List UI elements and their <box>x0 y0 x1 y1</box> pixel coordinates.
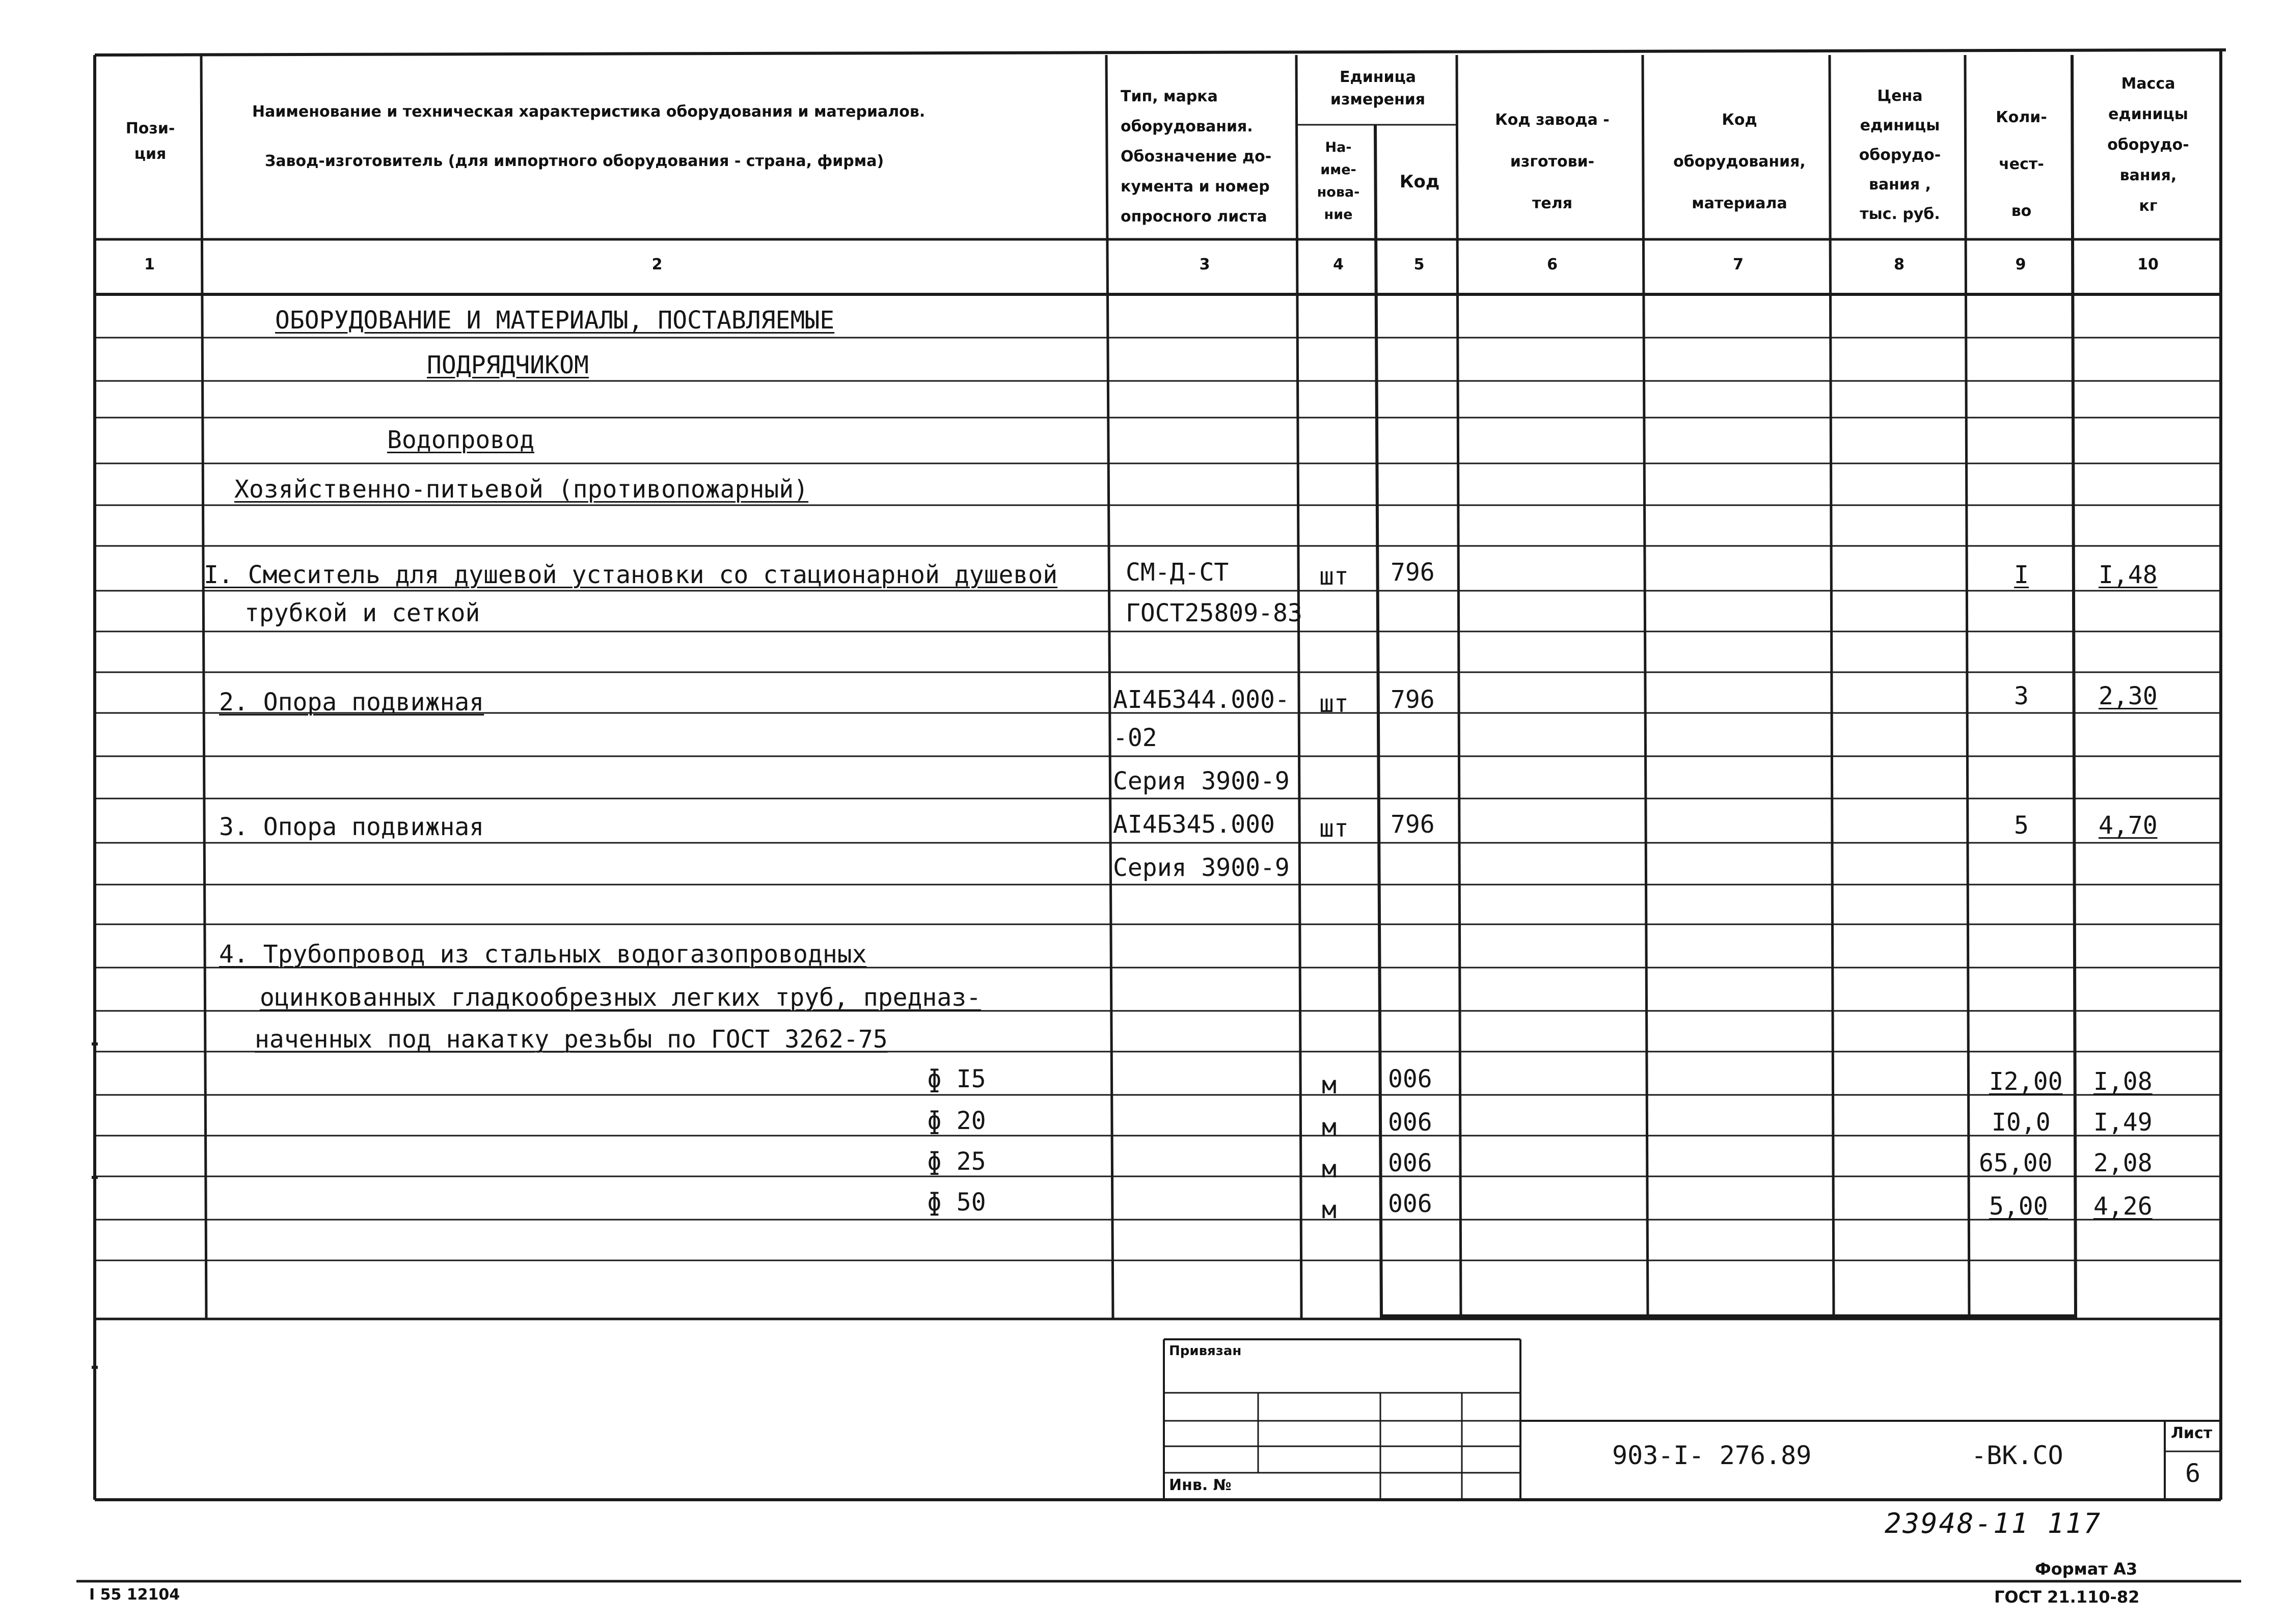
handwritten-number: 23948-11 117 <box>1885 1507 2102 1539</box>
item-2-code: 796 <box>1391 685 1435 714</box>
item-2-type-2: -02 <box>1113 724 1157 752</box>
col-num-1: 1 <box>144 256 155 273</box>
doc-code: 903-I- 276.89 <box>1612 1441 1812 1470</box>
item-1-unit: шт <box>1319 562 1349 591</box>
item-1-code: 796 <box>1391 558 1435 587</box>
header-unit-code: Код <box>1399 172 1440 192</box>
pipe-3-dia: ɸ 25 <box>927 1147 986 1176</box>
col-num-9: 9 <box>2015 256 2026 273</box>
pipe-1-qty: I2,00 <box>1989 1067 2063 1096</box>
item-2-mass: 2,30 <box>2099 682 2158 710</box>
stamp-privyazan: Привязан <box>1169 1343 1242 1359</box>
header-quantity: Коли- чест- во <box>1996 108 2047 220</box>
pipe-1-code: 006 <box>1388 1065 1432 1093</box>
item-1-qty: I <box>2014 561 2029 589</box>
header-type: Тип, марка оборудования. Обозначение до- кумента и номер опросного листа <box>1121 88 1272 226</box>
item-4-name-3: наченных под накатку резьбы по ГОСТ 3262-75 <box>255 1025 888 1054</box>
doc-suffix: -ВК.СО <box>1971 1441 2063 1470</box>
item-2-unit: шт <box>1319 690 1349 718</box>
col-num-6: 6 <box>1547 256 1558 273</box>
pipe-4-unit: м <box>1322 1196 1337 1224</box>
col-num-5: 5 <box>1413 256 1425 273</box>
pipe-2-dia: ɸ 20 <box>927 1107 986 1135</box>
sheet-label: Лист <box>2171 1424 2213 1442</box>
gost-label: ГОСТ 21.110-82 <box>1994 1587 2140 1607</box>
item-2-type-3: Серия 3900-9 <box>1113 767 1290 795</box>
item-3-unit: шт <box>1319 814 1349 843</box>
archive-number: I 55 12104 <box>89 1586 180 1604</box>
item-1-name-2: трубкой и сеткой <box>244 599 480 627</box>
col-num-3: 3 <box>1199 256 1210 273</box>
header-name-line2: Завод-изготовитель (для импортного оборудования - страна, фирма) <box>265 152 884 170</box>
header-name-line1: Наименование и техническая характеристика оборудования и материалов. <box>252 103 926 121</box>
item-2-qty: 3 <box>2014 682 2029 710</box>
item-4-name: 4. Трубопровод из стальных водогазопроводных <box>219 940 867 969</box>
col-num-4: 4 <box>1333 256 1344 273</box>
item-1-type: СМ-Д-СТ <box>1126 558 1229 587</box>
pipe-3-unit: м <box>1322 1155 1337 1183</box>
pipe-2-code: 006 <box>1388 1108 1432 1137</box>
item-1-mass: I,48 <box>2099 561 2158 589</box>
sheet-number: 6 <box>2185 1458 2201 1488</box>
pipe-4-dia: ɸ 50 <box>927 1188 986 1217</box>
pipe-3-mass: 2,08 <box>2093 1149 2153 1177</box>
col-num-8: 8 <box>1894 256 1904 273</box>
pipe-1-mass: I,08 <box>2093 1067 2153 1096</box>
pipe-2-unit: м <box>1322 1113 1337 1142</box>
header-price: Цена единицы оборудо- вания , тыс. руб. <box>1859 87 1941 223</box>
pipe-3-code: 006 <box>1388 1149 1432 1177</box>
item-3-qty: 5 <box>2014 811 2029 840</box>
pipe-3-qty: 65,00 <box>1979 1149 2053 1177</box>
pipe-1-dia: ɸ I5 <box>927 1065 986 1093</box>
pipe-4-code: 006 <box>1388 1190 1432 1218</box>
section-heading-4: Хозяйственно-питьевой (противопожарный) <box>234 475 809 504</box>
section-heading-2: ПОДРЯДЧИКОМ <box>427 351 589 379</box>
header-unit-name: На- име- нова- ние <box>1317 140 1360 223</box>
item-3-type: АI4Б345.000 <box>1113 810 1275 839</box>
item-3-type-2: Серия 3900-9 <box>1113 854 1290 882</box>
col-num-2: 2 <box>651 256 663 273</box>
col-num-7: 7 <box>1733 256 1744 273</box>
item-2-name: 2. Опора подвижная <box>219 688 484 717</box>
header-factory-code: Код завода - изготови- теля <box>1495 111 1610 212</box>
item-3-name: 3. Опора подвижная <box>219 813 484 841</box>
pipe-2-qty: I0,0 <box>1992 1108 2051 1137</box>
section-heading-3: Водопровод <box>387 426 534 454</box>
format-label: Формат А3 <box>2035 1559 2138 1579</box>
item-3-code: 796 <box>1391 810 1435 839</box>
pipe-4-qty: 5,00 <box>1989 1192 2048 1221</box>
item-2-type: АI4Б344.000- <box>1113 685 1290 714</box>
pipe-2-mass: I,49 <box>2093 1108 2153 1137</box>
pipe-1-unit: м <box>1322 1071 1337 1099</box>
section-heading-1: ОБОРУДОВАНИЕ И МАТЕРИАЛЫ, ПОСТАВЛЯЕМЫЕ <box>275 306 835 335</box>
pipe-4-mass: 4,26 <box>2093 1192 2153 1221</box>
stamp-inv: Инв. № <box>1169 1476 1232 1494</box>
header-mass: Масса единицы оборудо- вания, кг <box>2107 75 2189 215</box>
header-position: Пози- ция <box>125 120 175 163</box>
item-3-mass: 4,70 <box>2099 811 2158 840</box>
item-1-name: I. Смеситель для душевой установки со стационарной душевой <box>204 561 1058 589</box>
col-num-10: 10 <box>2137 256 2159 273</box>
header-unit-group: Единица измерения <box>1330 68 1426 108</box>
item-1-type-2: ГОСТ25809-83 <box>1126 599 1302 627</box>
header-material-code: Код оборудования, материала <box>1673 111 1806 212</box>
item-4-name-2: оцинкованных гладкообрезных легких труб, предназ- <box>260 983 982 1012</box>
